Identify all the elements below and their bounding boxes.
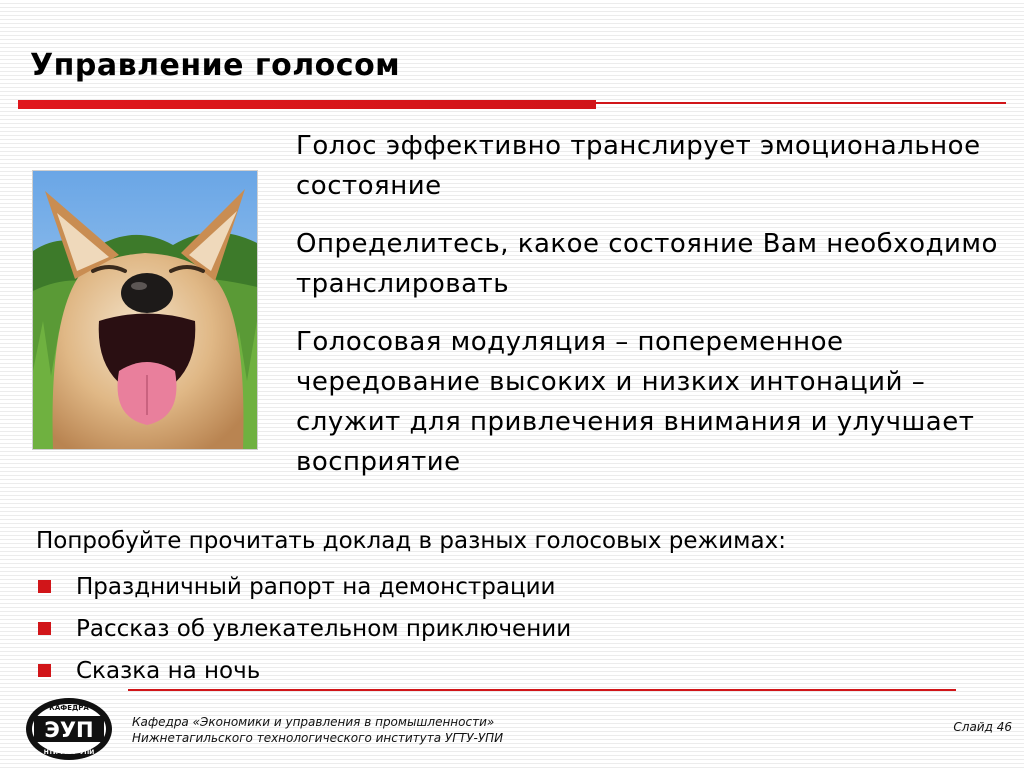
paragraph-voice-modulation: Голосовая модуляция – попеременное чередование высоких и низких интонаций – служит для привлечения внимания и улучшает восприятие: [296, 327, 975, 477]
main-text-block: [296, 126, 1001, 500]
title-underline-thick: [18, 100, 596, 109]
list-item-label: Праздничный рапорт на демонстрации: [76, 574, 556, 600]
paragraph-voice-emotion: Голос эффективно транслирует эмоциональное состояние: [296, 131, 981, 201]
footer-line-2: Нижнетагильского технологического института УГТУ-УПИ: [132, 731, 504, 745]
title-underline-thin: [596, 102, 1006, 104]
list-item-label: Рассказ об увлекательном приключении: [76, 616, 572, 642]
dog-photo: [32, 170, 258, 450]
exercise-intro: Попробуйте прочитать доклад в разных голосовых режимах:: [36, 528, 786, 554]
list-item-label: Сказка на ночь: [76, 658, 261, 684]
bullet-square-icon: [38, 622, 51, 635]
bullet-square-icon: [38, 580, 51, 593]
department-logo: [24, 696, 114, 762]
svg-text:ЭУП: ЭУП: [44, 718, 94, 742]
list-item: [36, 650, 996, 692]
svg-text:НТИ УГТУ-УПИ: НТИ УГТУ-УПИ: [43, 749, 95, 756]
bullet-square-icon: [38, 664, 51, 677]
slide-title: Управление голосом: [30, 48, 401, 83]
paragraph-define-state: Определитесь, какое состояние Вам необходимо транслировать: [296, 229, 998, 299]
exercise-block: [36, 520, 996, 692]
list-item: [36, 566, 996, 608]
list-item: [36, 608, 996, 650]
exercise-list: [36, 566, 996, 692]
footer-institution: [132, 714, 503, 746]
footer-line-1: Кафедра «Экономики и управления в промышленности»: [132, 715, 495, 729]
slide-number: Слайд 46: [953, 720, 1012, 734]
svg-text:КАФЕДРА: КАФЕДРА: [49, 704, 89, 712]
footer-divider: [128, 689, 956, 691]
